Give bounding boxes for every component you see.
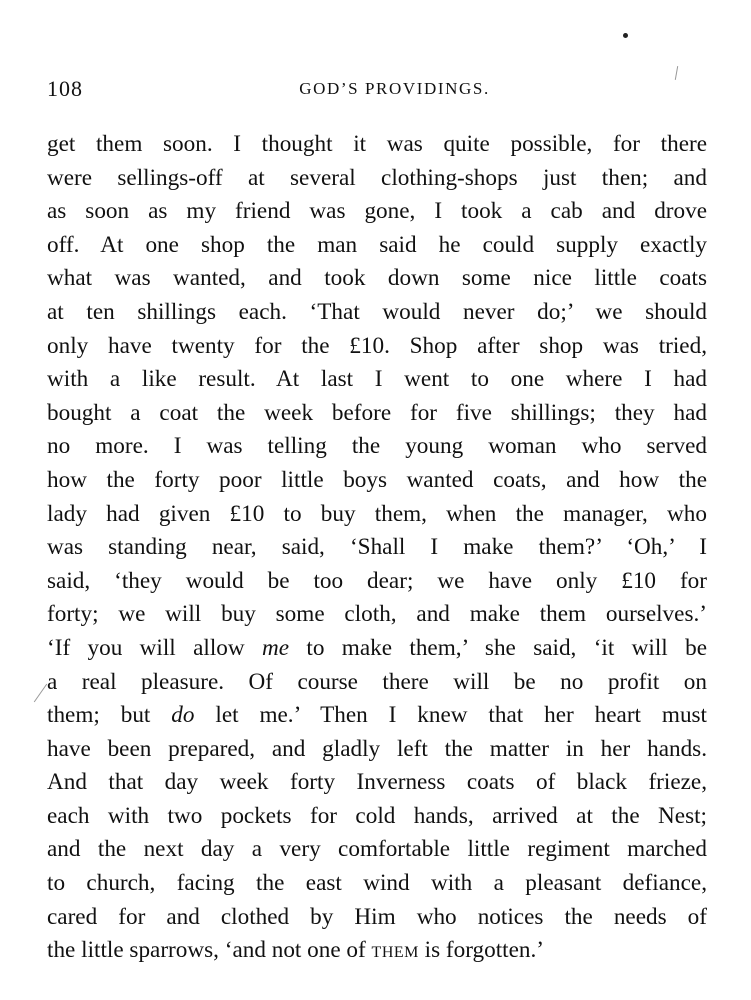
text-segment: no more. I was telling the young woman who served [47,433,707,460]
text-segment: forty; we will buy some cloth, and make them ourselves.’ [47,601,707,628]
text-line [47,262,707,296]
text-line [47,330,707,364]
text-segment: ‘If you will allow [47,634,262,661]
text-segment: said, ‘they would be too dear; we have only £10 for [47,567,707,594]
text-line [47,531,707,565]
page-header [47,76,702,106]
text-segment: a real pleasure. Of course there will be no profit on [47,668,707,695]
text-segment: what was wanted, and took down some nice little coats [47,265,707,292]
margin-mark [34,684,47,703]
text-segment: bought a coat the week before for five shillings; they had [47,399,707,426]
text-segment: lady had given £10 to buy them, when the manager, who [47,500,707,527]
text-segment: with a like result. At last I went to one where I had [47,366,707,393]
small-caps-word: them [371,937,419,964]
text-line [47,901,707,935]
text-segment: at ten shillings each. ‘That would never do;’ we should [47,298,707,325]
text-line [47,733,707,767]
text-line [47,766,707,800]
text-segment: have been prepared, and gladly left the matter in her hands. [47,735,707,762]
text-segment: and the next day a very comfortable little regiment marched [47,836,707,863]
text-line [47,162,707,196]
text-segment: to church, facing the east wind with a pleasant defiance, [47,870,707,897]
text-line [47,833,707,867]
text-line [47,296,707,330]
italic-word: do [171,702,195,729]
text-segment: off. At one shop the man said he could supply exactly [47,231,707,258]
text-line [47,934,707,968]
ink-speck [623,33,628,38]
running-head: GOD’S PROVIDINGS. [299,79,490,98]
text-line [47,598,707,632]
text-segment: let me.’ Then I knew that her heart must [194,702,707,729]
text-line [47,464,707,498]
text-line [47,498,707,532]
text-line [47,666,707,700]
page-number: 108 [47,76,83,101]
text-segment: the little sparrows, ‘and not one of [47,937,372,964]
text-line [47,699,707,733]
text-line [47,867,707,901]
text-line [47,195,707,229]
text-segment: get them soon. I thought it was quite possible, for there [47,131,707,157]
text-segment: And that day week forty Inverness coats of black frieze, [47,769,707,796]
text-segment: each with two pockets for cold hands, arrived at the Nest; [47,802,707,829]
text-line [47,229,707,263]
text-segment: was standing near, said, ‘Shall I make them?’ ‘Oh,’ I [47,534,707,561]
italic-word: me [262,634,290,661]
text-segment: as soon as my friend was gone, I took a cab and drove [47,198,707,225]
body-text [47,128,707,968]
text-line [47,397,707,431]
text-line [47,128,707,162]
text-segment: to make them,’ she said, ‘it will be [289,634,707,661]
text-segment: them; but [47,702,172,729]
text-line [47,430,707,464]
text-segment: only have twenty for the £10. Shop after shop was tried, [47,332,707,359]
text-segment: cared for and clothed by Him who notices the needs of [47,903,707,930]
text-segment: were sellings-off at several clothing-shops just then; and [47,164,707,191]
text-segment: how the forty poor little boys wanted coats, and how the [47,466,707,493]
text-line [47,800,707,834]
text-line [47,363,707,397]
text-line [47,565,707,599]
text-line [47,632,707,666]
text-segment: is forgotten.’ [418,937,545,964]
